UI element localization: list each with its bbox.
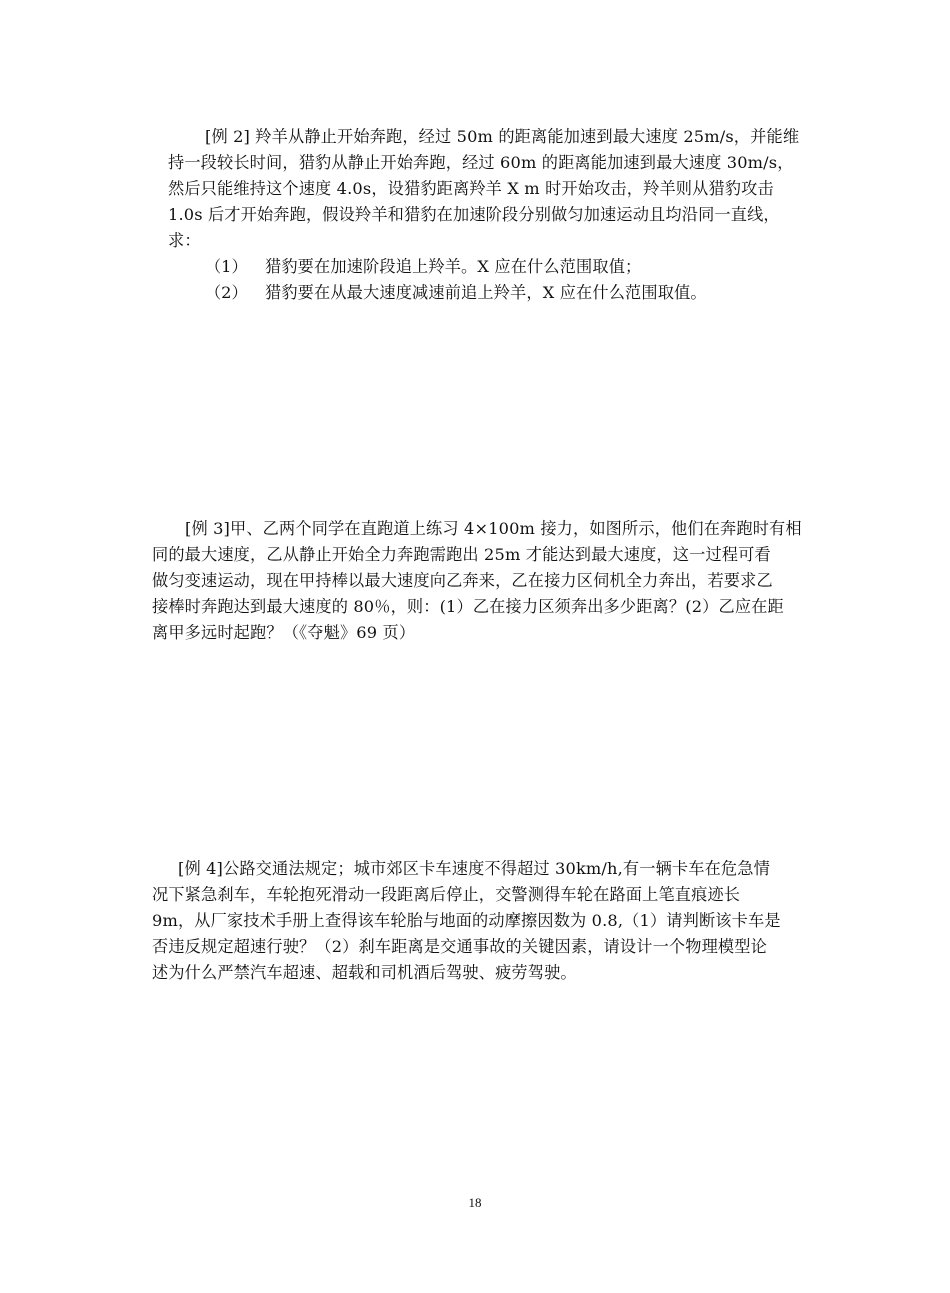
example-3-line-2: 同的最大速度，乙从静止开始全力奔跑需跑出 25m 才能达到最大速度，这一过程可看 — [152, 545, 771, 564]
example-3-line-5: 离甲多远时起跑？（《夺魁》69 页） — [152, 623, 416, 642]
example-2-line-5: 求： — [168, 231, 201, 250]
page-number: 18 — [468, 1195, 482, 1210]
item-1-number: （1） — [205, 257, 248, 276]
example-2-line-1: [例 2] 羚羊从静止开始奔跑，经过 50m 的距离能加速到最大速度 25m/s，并能维 — [205, 127, 800, 146]
example-4-line-4: 否违反规定超速行驶？（2）刹车距离是交通事故的关键因素，请设计一个物理模型论 — [152, 937, 767, 956]
example-4-line-3: 9m，从厂家技术手册上查得该车轮胎与地面的动摩擦因数为 0.8,（1）请判断该卡车是 — [152, 911, 781, 930]
example-2-line-4: 1.0s 后才开始奔跑，假设羚羊和猎豹在加速阶段分别做匀加速运动且均沿同一直线， — [168, 205, 780, 224]
example-4-line-2: 况下紧急刹车，车轮抱死滑动一段距离后停止，交警测得车轮在路面上笔直痕迹长 — [152, 885, 741, 904]
example-2-line-3: 然后只能维持这个速度 4.0s，设猎豹距离羚羊 X m 时开始攻击，羚羊则从猎豹攻击 — [168, 179, 774, 198]
example-4-line-1: [例 4]公路交通法规定；城市郊区卡车速度不得超过 30km/h,有一辆卡车在危急情 — [178, 859, 770, 878]
item-1-text: 猎豹要在加速阶段追上羚羊。X 应在什么范围取值； — [265, 257, 642, 276]
example-4-line-5: 述为什么严禁汽车超速、超载和司机酒后驾驶、疲劳驾驶。 — [152, 963, 577, 982]
example-3-line-4: 接棒时奔跑达到最大速度的 80％，则：(1）乙在接力区须奔出多少距离？(2）乙应在距 — [152, 597, 784, 616]
item-2-text: 猎豹要在从最大速度减速前追上羚羊，X 应在什么范围取值。 — [265, 283, 707, 302]
item-2-number: （2） — [205, 283, 248, 302]
example-3-line-1: [例 3]甲、乙两个同学在直跑道上练习 4×100m 接力，如图所示，他们在奔跑时有相 — [185, 519, 802, 538]
example-2-line-2: 持一段较长时间，猎豹从静止开始奔跑，经过 60m 的距离能加速到最大速度 30m/s， — [168, 153, 794, 172]
example-3-line-3: 做匀变速运动，现在甲持棒以最大速度向乙奔来，乙在接力区伺机全力奔出，若要求乙 — [152, 571, 773, 590]
